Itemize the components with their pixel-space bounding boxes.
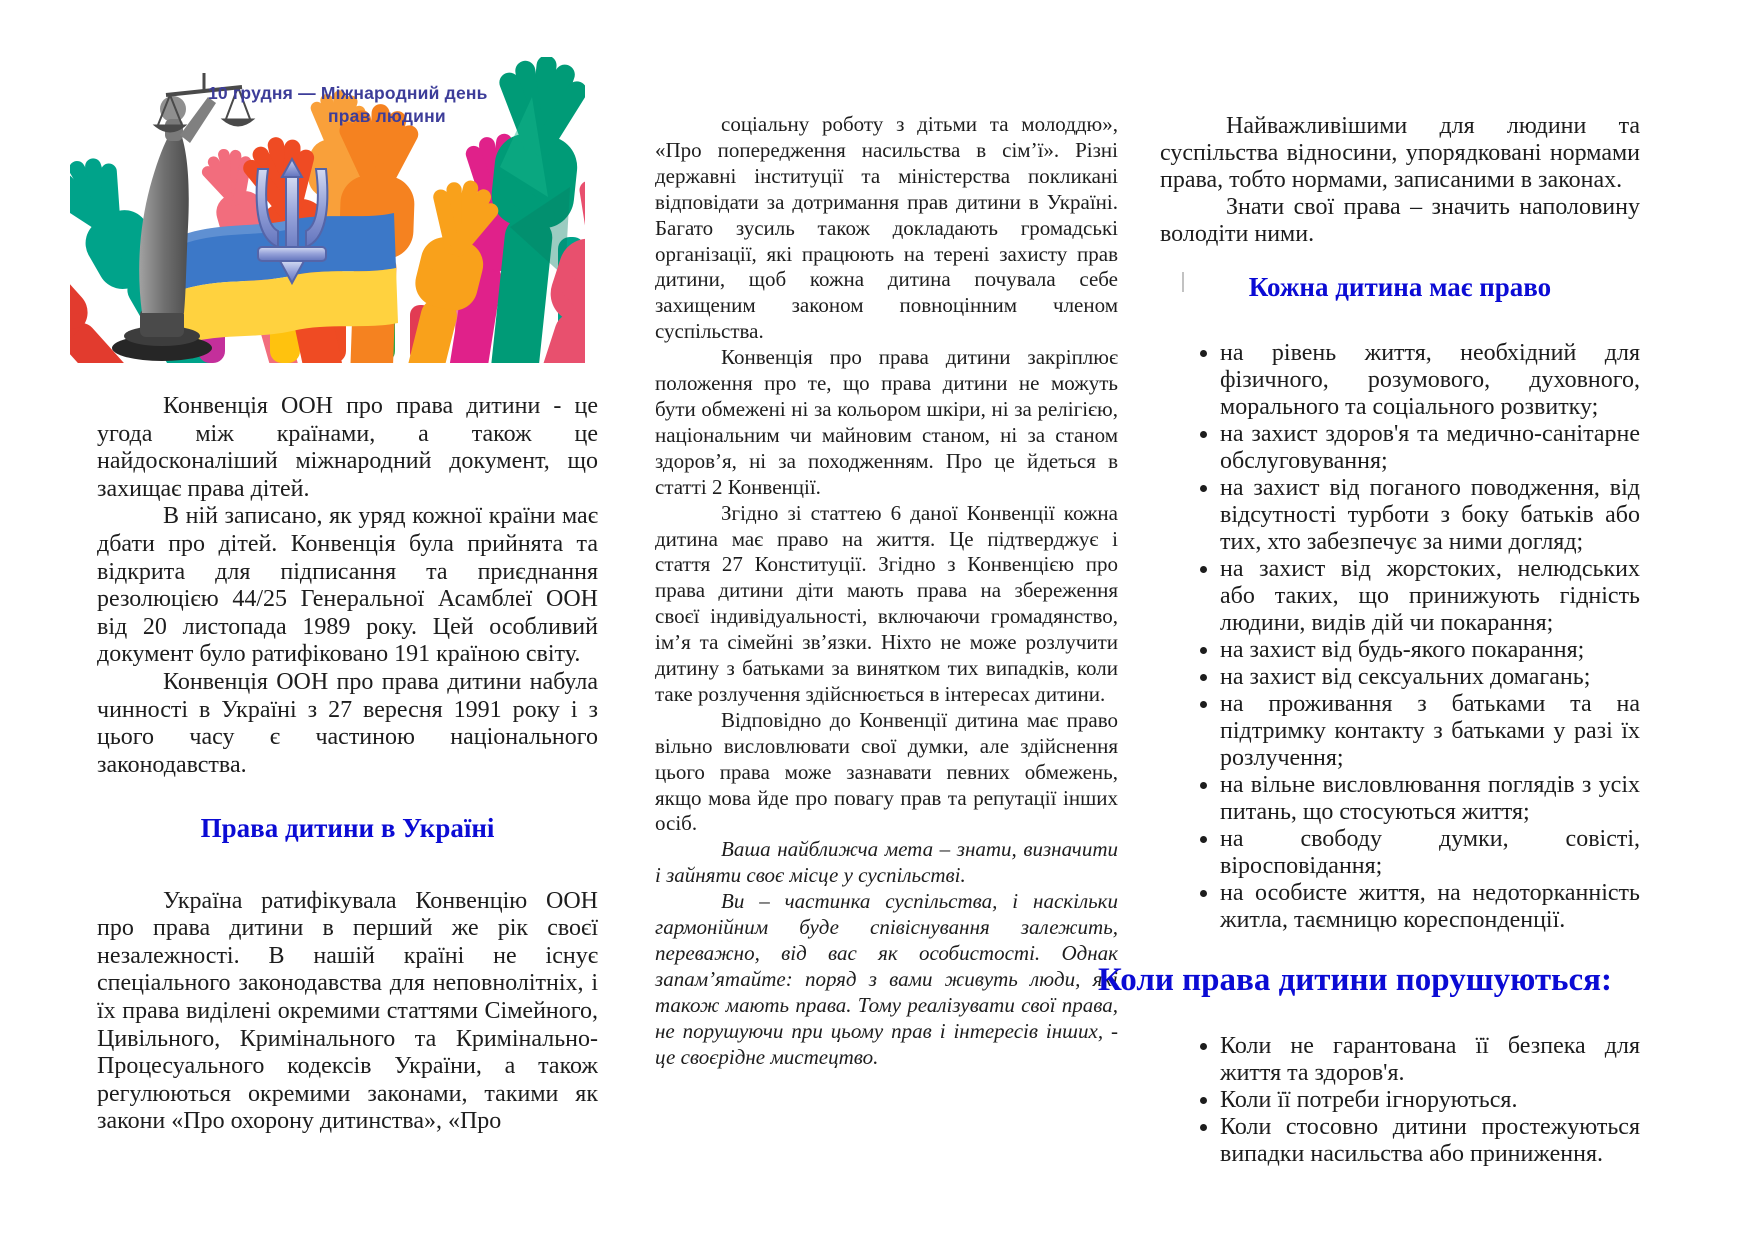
column-2: [655, 112, 1118, 1071]
list-item: • на вільне висловлювання поглядів з усіх питань, що стосуються життя;: [1220, 772, 1640, 826]
column-3: [1098, 113, 1640, 1168]
list-item: • Коли не гарантована її безпека для життя та здоров'я.: [1220, 1033, 1640, 1087]
banner-caption-line1: 10 грудня — Міжнародний день: [208, 83, 488, 103]
list-item: • Коли її потреби ігноруються.: [1220, 1087, 1640, 1114]
list-item: • Коли стосовно дитини простежуються випадки насильства або приниження.: [1220, 1114, 1640, 1168]
list-item: • на захист від будь-якого покарання;: [1220, 637, 1640, 664]
list-item: • на захист від сексуальних домагань;: [1220, 664, 1640, 691]
paragraph: Відповідно до Конвенції дитина має право вільно висловлювати свої думки, але здійснення цього права може зазнавати певних обмежень, якщо мова йде про повагу прав та репутації інших осіб.: [655, 707, 1118, 836]
section-heading-child-rights: Кожна дитина має право: [1248, 272, 1552, 302]
paragraph: Конвенція ООН про права дитини - це угода між країнами, а також це найдосконаліший міжнародний документ, що захищає права дітей.: [97, 393, 598, 502]
paragraph: Найважливішими для людини та суспільства відносини, упорядковані нормами права, тобто нормами, записаними в законах.: [1160, 113, 1640, 193]
list-item: • на проживання з батьками та на підтримку контакту з батьками у разі їх розлучення;: [1220, 691, 1640, 772]
paragraph: Знати свої права – значить наполовину володіти ними.: [1160, 194, 1640, 247]
list-item: • на захист від жорстоких, нелюдських або таких, що принижують гідність людини, видів дій чи покарання;: [1220, 556, 1640, 637]
banner-artwork: [70, 57, 585, 363]
banner-caption-line2: прав людини: [328, 106, 446, 126]
column-1: [97, 393, 598, 1136]
paragraph: Конвенція ООН про права дитини набула чинності в Україні з 27 вересня 1991 року і з цього часу є частиною національного законодавства.: [97, 668, 598, 778]
section-heading-violations: Коли права дитини порушуються:: [1098, 962, 1612, 999]
list-item: • на захист від поганого поводження, від відсутності турботи з боку батьків або тих, хто забезпечує за ними догляд;: [1220, 475, 1640, 556]
list-item: • на особисте життя, на недоторканність житла, таємницю кореспонденції.: [1220, 880, 1640, 934]
paragraph: Конвенція про права дитини закріплює положення про те, що права дитини не можуть бути обмежені ні за кольором шкіри, ні за релігією, національним чи майновим станом, ні за станом здоров’я, ні за походженням. Про це йдеться в статті 2 Конвенції.: [655, 345, 1118, 499]
paragraph: Згідно зі статтею 6 даної Конвенції кожна дитина має право на життя. Це підтверджує і стаття 27 Конституції. Згідно з Конвенцією про права дитини діти мають права на збереження своєї індивідуальності, включаючи громадянство, ім’я та сімейні зв’язки. Ніхто не може розлучити дитину з батьками за винятком тих випадків, коли таке розлучення здійснюється в інтересах дитини.: [655, 500, 1118, 706]
text-cursor-artifact: [1182, 272, 1184, 292]
paragraph-italic: Ви – частинка суспільства, і наскільки гармонійним буде співіснування залежить, переважно, від вас як особистості. Однак запам’ятайте: поряд з вами живуть люди, які також мають права. Тому реалізувати свої права, не порушуючи при цьому прав і інтересів інших, - це своєрідне мистецтво.: [655, 889, 1118, 1069]
paragraph: В ній записано, як уряд кожної країни має дбати про дітей. Конвенція була прийнята та відкрита для підписання та приєднання резолюцією 44/25 Генеральної Асамблеї ООН від 20 листопада 1989 року. Цей особливий документ було ратифіковано 191 країною світу.: [97, 503, 598, 668]
paragraph-italic: Ваша найближча мета – знати, визначити і зайняти своє місце у суспільстві.: [655, 837, 1118, 888]
rights-list: [1160, 340, 1640, 934]
section-heading-rights-in-ukraine: Права дитини в Україні: [200, 813, 495, 844]
paragraph: соціальну роботу з дітьми та молоддю», «Про попередження насильства в сім’ї». Різні державні інституції та міністерства покликані відповідати за дотримання прав дитини в Україні. Багато зусиль також докладають громадські організації, які працюють на терені захисту прав дитини, щоб кожна дитина почувала себе захищеним законом повноцінним членом суспільства.: [655, 112, 1118, 344]
violations-list: [1160, 1033, 1640, 1168]
list-item: • на свободу думки, совісті, віросповідання;: [1220, 826, 1640, 880]
list-item: • на рівень життя, необхідний для фізичного, розумового, духовного, морального та соціального розвитку;: [1220, 340, 1640, 421]
paragraph: Україна ратифікувала Конвенцію ООН про права дитини в перший же рік своєї незалежності. В нашій країні не існує спеціального законодавства для неповнолітніх, і їх права виділені окремими статтями Сімейного, Цивільного, Кримінального та Кримінально-Процесуального кодексів України, а також регулюються окремими законами, такими як закони «Про охорону дитинства», «Про: [97, 887, 598, 1135]
list-item: • на захист здоров'я та медично-санітарне обслуговування;: [1220, 421, 1640, 475]
